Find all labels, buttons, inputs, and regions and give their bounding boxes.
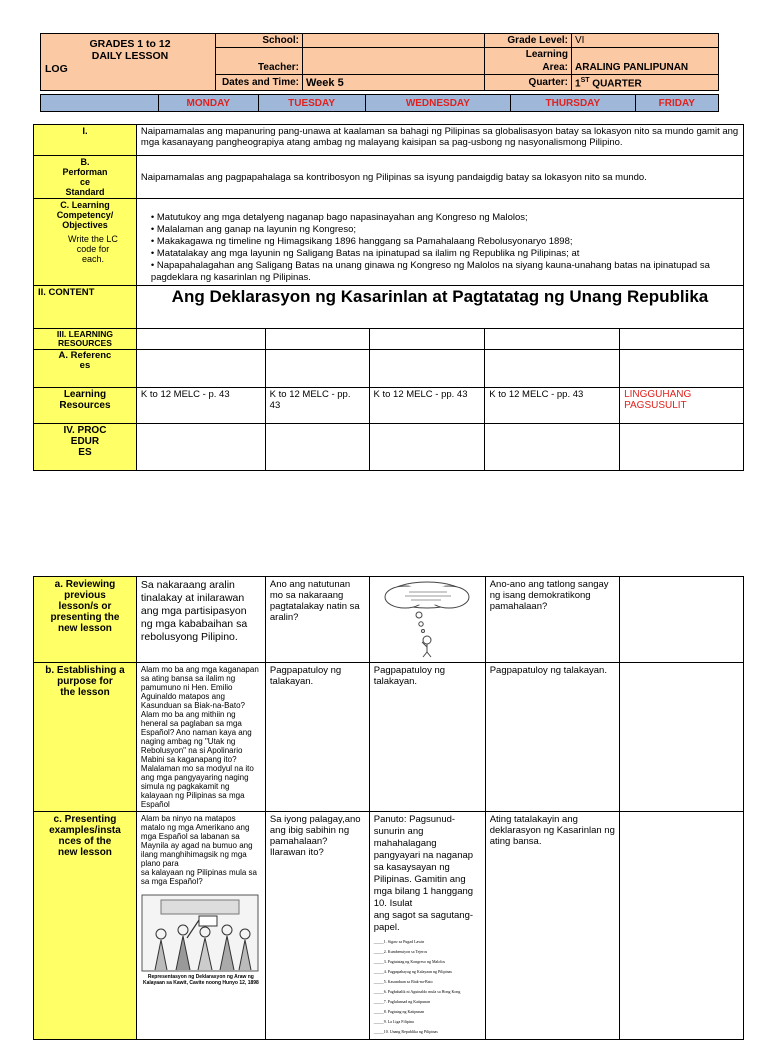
performance-standard-label: B. Performan ce Standard [34, 156, 137, 199]
presenting-fri[interactable] [620, 812, 744, 1040]
event-item: _____2. Kumbensiyon sa Tejeros [373, 949, 428, 954]
day-tuesday: TUESDAY [258, 95, 365, 112]
proc-thu[interactable] [485, 424, 620, 471]
presenting-thu[interactable]: Ating tatalakayin ang deklarasyon ng Kasarinlan ng ating bansa. [485, 812, 620, 1040]
purpose-tue[interactable]: Pagpapatuloy ng talakayan. [265, 663, 369, 812]
presenting-tue[interactable]: Sa iyong palagay,ano ang ibig sabihin ng pamahalaan? Ilarawan ito? [265, 812, 369, 1040]
grade-label: Grade Level: [485, 34, 572, 48]
reviewing-fri[interactable] [620, 577, 744, 663]
references-fri[interactable] [620, 350, 744, 388]
objectives-list [141, 212, 739, 284]
learning-label: Learning [485, 48, 572, 62]
reviewing-wed[interactable] [369, 577, 485, 663]
quarter-value[interactable] [572, 75, 719, 91]
purpose-mon[interactable]: Alam mo ba ang mga kaganapan sa ating bansa sa ilalim ng pamumuno ni Hen. Emilio Aguinaldo matapos ang Kasunduan sa Biak-na-Bato? Alam mo ba ang mithiin ng heneral sa paglaban sa mga Español? Ano naman kaya ang naging ambag ng "Utak ng Rebolusyon" na si Apolinario Mabini sa kaganapang ito? Malalaman mo sa modyul na ito ang mga pangyayaring naging simula ng pagkakamit ng kalayaan ng Pilipinas sa mga Español [136, 663, 265, 812]
presenting-mon: Alam ba ninyo na matapos matalo ng mga Amerikano ang mga Español sa labanan sa Maynila ay agad na bumuo ang ilang manghihimagsik ng mga plano para sa kalayaan ng Pilipinas mula sa sa mga Español? [140, 814, 257, 886]
lr-friday[interactable]: LINGGUHANG PAGSUSULIT [620, 388, 744, 424]
resources-label: III. LEARNING RESOURCES [34, 329, 137, 350]
resources-mon[interactable] [136, 329, 265, 350]
day-monday: MONDAY [159, 95, 259, 112]
learning-spacer [572, 48, 719, 62]
objective-item: • Makakagawa ng timeline ng Himagsikang 1896 hanggang sa Pamahalaang Rebolusyonaryo 1898; [150, 236, 573, 247]
references-tue[interactable] [265, 350, 369, 388]
teacher-value[interactable] [303, 48, 485, 75]
content-title-cell[interactable] [136, 286, 743, 329]
references-thu[interactable] [485, 350, 620, 388]
resources-wed[interactable] [369, 329, 485, 350]
event-item: _____5. Kasunduan sa Biak-na-Bato [373, 979, 433, 984]
presenting-mon-cell[interactable] [136, 812, 265, 1040]
proc-tue[interactable] [265, 424, 369, 471]
event-item: _____6. Pagbabalik ni Aguinaldo mula sa Hong Kong [373, 989, 461, 994]
illustration-caption: Representasyon ng Deklarasyon ng Araw ng Kalayaan sa Kawit, Cavite noong Hunyo 12, 1898 [142, 974, 259, 986]
header-title-cell [41, 34, 216, 91]
quarter-text: QUARTER [589, 78, 642, 90]
references-label: A. Referenc es [34, 350, 137, 388]
procedures-label: IV. PROC EDUR ES [34, 424, 137, 471]
objectives-cell[interactable] [136, 199, 743, 286]
thinking-boy-icon [371, 578, 479, 658]
content-standard-label: I. [34, 125, 137, 156]
objective-item: • Matatalakay ang mga layunin ng Saligang Batas na ipinatupad sa ilalim ng Republika ng Pilipinas; at [150, 248, 580, 259]
days-blank [41, 95, 159, 112]
event-item: _____3. Pagtatatag ng Kongreso ng Malolos [373, 959, 446, 964]
teacher-label: Teacher: [216, 48, 303, 75]
reviewing-thu[interactable]: Ano-ano ang tatlong sangay ng isang demokratikong pamahalaan? [485, 577, 620, 663]
lr-monday[interactable]: K to 12 MELC - p. 43 [136, 388, 265, 424]
lr-wednesday[interactable]: K to 12 MELC - pp. 43 [369, 388, 485, 424]
content-label: II. CONTENT [34, 286, 137, 329]
objective-item: • Malalaman ang ganap na layunin ng Kongreso; [150, 224, 356, 235]
days-bar [40, 94, 719, 112]
header-table [40, 33, 719, 91]
dates-label: Dates and Time: [216, 75, 303, 91]
school-label: School: [216, 34, 303, 48]
quarter-label: Quarter: [485, 75, 572, 91]
event-item: _____9. La Liga Filipina [373, 1019, 414, 1024]
proc-mon[interactable] [136, 424, 265, 471]
performance-standard-text[interactable]: Naipamamalas ang pagpapahalaga sa kontribosyon ng Pilipinas sa isyung pandaigdig batay sa lokasyon nito sa mundo. [136, 156, 743, 199]
reviewing-label: a. Reviewing previous lesson/s or presenting the new lesson [34, 577, 137, 663]
purpose-label: b. Establishing a purpose for the lesson [34, 663, 137, 812]
declaration-illustration-icon [141, 894, 259, 972]
competency-label-cell [34, 199, 137, 286]
area-label: Area: [485, 61, 572, 75]
event-item: _____1. Sigaw sa Pugad Lawin [373, 939, 425, 944]
header-title: GRADES 1 to 12 DAILY LESSON [89, 38, 171, 62]
event-item: _____8. Pagtatag ng Katipunan [373, 1009, 425, 1014]
lr-tuesday[interactable]: K to 12 MELC - pp. 43 [265, 388, 369, 424]
quarter-num: 1 [575, 78, 581, 90]
purpose-fri[interactable] [620, 663, 744, 812]
proc-fri[interactable] [620, 424, 744, 471]
event-item: _____4. Pagpapahayag ng Kalayaan ng Pilipinas [373, 969, 452, 974]
day-thursday: THURSDAY [511, 95, 635, 112]
presenting-wed-cell[interactable] [369, 812, 485, 1040]
purpose-wed[interactable]: Pagpapatuloy ng talakayan. [369, 663, 485, 812]
header-log: LOG [45, 63, 68, 75]
purpose-thu[interactable]: Pagpapatuloy ng talakayan. [485, 663, 620, 812]
objective-item: • Napapahalagahan ang Saligang Batas na unang ginawa ng Kongreso ng Malolos na siyang kauna-unahang batas na ipinatupad sa pagdeklara ng kasarinlan ng Pilipinas. [150, 260, 710, 283]
proc-wed[interactable] [369, 424, 485, 471]
competency-note: Write the LC code for each. [68, 234, 118, 264]
reviewing-mon[interactable]: Sa nakaraang aralin tinalakay at inilarawan ang mga partisipasyon ng mga kababaihan sa rebolusyong Pilipino. [136, 577, 265, 663]
school-value[interactable] [303, 34, 485, 48]
quarter-sup: ST [580, 77, 590, 84]
event-item: _____10. Unang Republika ng Pilipinas [373, 1029, 438, 1034]
resources-tue[interactable] [265, 329, 369, 350]
objective-item: • Matutukoy ang mga detalyeng naganap bago napasinayahan ang Kongreso ng Malolos; [150, 212, 528, 223]
resources-fri[interactable] [620, 329, 744, 350]
learning-resources-label: Learning Resources [34, 388, 137, 424]
main-table [33, 124, 744, 471]
event-item: _____7. Paglulunsad ng Katipunan [373, 999, 430, 1004]
procedures-table [33, 576, 744, 1040]
competency-label: C. Learning Competency/ Objectives [56, 200, 114, 230]
events-list [374, 937, 481, 1037]
lr-thursday[interactable]: K to 12 MELC - pp. 43 [485, 388, 620, 424]
presenting-label: c. Presenting examples/insta nces of the new lesson [34, 812, 137, 1040]
content-standard-text[interactable]: Naipamamalas ang mapanuring pang-unawa at kaalaman sa bahagi ng Pilipinas sa globalisasyon batay sa lokasyon nito sa mundo gamit ang mga kasanayang pangheograpiya atang ambag ng malayang kaisipan sa pag-usbong ng nasyonalismong Pilipino. [136, 125, 743, 156]
day-wednesday: WEDNESDAY [365, 95, 511, 112]
presenting-wed: Panuto: Pagsunud-sunurin ang mahahalagang pangyayari na naganap sa kasaysayan ng Pilipinas. Gamitin ang mga bilang 1 hanggang 10. Isulat ang sagot sa sagutang-papel. [373, 814, 474, 933]
content-title: Ang Deklarasyon ng Kasarinlan at Pagtatatag ng Unang Republika [171, 287, 709, 306]
grade-value[interactable]: VI [572, 34, 719, 48]
dates-value[interactable]: Week 5 [303, 75, 485, 91]
references-wed[interactable] [369, 350, 485, 388]
reviewing-tue[interactable]: Ano ang natutunan mo sa nakaraang pagtatalakay natin sa aralin? [265, 577, 369, 663]
references-mon[interactable] [136, 350, 265, 388]
day-friday: FRIDAY [635, 95, 718, 112]
area-value[interactable]: ARALING PANLIPUNAN [572, 61, 719, 75]
resources-thu[interactable] [485, 329, 620, 350]
